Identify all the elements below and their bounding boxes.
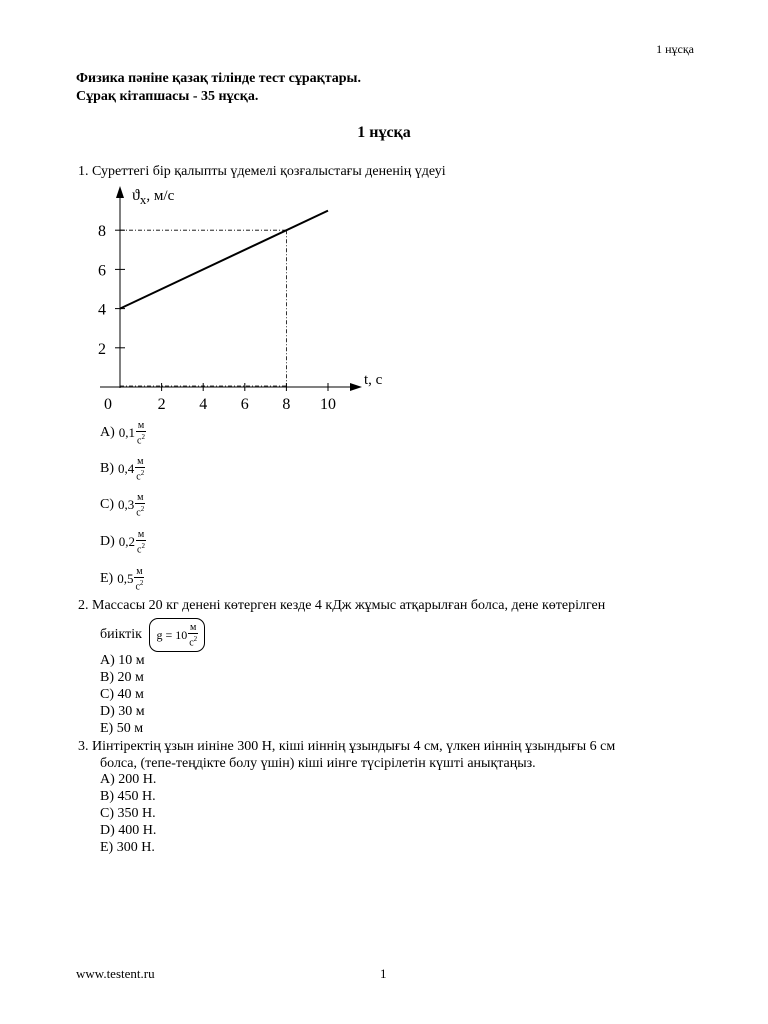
footer-url[interactable]: www.testent.ru [76, 966, 155, 981]
question-2-height-word: биіктік [100, 627, 142, 643]
q2-option-b[interactable]: B) 20 м [100, 670, 144, 685]
q3-option-c[interactable]: C) 350 Н. [100, 806, 156, 821]
title-line-1: Физика пәніне қазақ тілінде тест сұрақтары. [76, 71, 361, 86]
q1-option-label: D) [100, 534, 115, 550]
question-1-text: 1. Суреттегі бір қалыпты үдемелі қозғалыстағы дененің үдеуі [78, 164, 446, 179]
y-tick-label: 6 [98, 262, 106, 280]
header-variant: 1 нұсқа [656, 42, 694, 56]
y-axis-arrow [116, 186, 124, 198]
q1-option-d[interactable] [100, 529, 146, 555]
q1-option-value: 0,3 [118, 497, 135, 513]
x-tick-label: 4 [199, 396, 208, 413]
x-tick-label: 10 [320, 396, 336, 413]
velocity-series-line [120, 211, 328, 309]
velocity-time-graph [90, 180, 400, 415]
y-tick-label: 8 [98, 223, 106, 241]
y-tick-label: 2 [98, 340, 106, 358]
title-line-2: Сұрақ кітапшасы - 35 нұсқа. [76, 89, 259, 104]
gravity-unit-num: м [190, 621, 197, 633]
question-3-text [78, 738, 698, 772]
q1-option-label: E) [100, 571, 114, 587]
question-3-options [100, 771, 156, 856]
question-2-height-line [100, 618, 205, 652]
q1-option-value: 0,4 [118, 461, 135, 477]
q3-option-d[interactable]: D) 400 Н. [100, 823, 157, 838]
y-label-unit: , м/с [146, 188, 175, 204]
q2-option-d[interactable]: D) 30 м [100, 704, 145, 719]
q1-option-c[interactable] [100, 492, 145, 518]
q3-option-e[interactable]: E) 300 Н. [100, 840, 155, 855]
q1-option-value: 0,1 [118, 425, 136, 441]
q2-option-c[interactable]: C) 40 м [100, 687, 144, 702]
question-2-text: 2. Массасы 20 кг денені көтерген кезде 4 кДж жұмыс атқарылған болса, дене көтерілген [78, 598, 606, 613]
q3-option-b[interactable]: B) 450 Н. [100, 789, 156, 804]
footer-page-number: 1 [380, 966, 387, 981]
x-tick-label: 0 [104, 396, 112, 413]
question-3-line-1: 3. Иінтіректің ұзын иініне 300 Н, кіші иіннің ұзындығы 4 см, үлкен иіннің ұзындығы 6 см [78, 739, 616, 754]
q1-option-unit: $\frac{м}{с^2}$ [137, 420, 145, 447]
document-title [76, 70, 361, 106]
x-tick-label: 6 [240, 396, 249, 413]
q1-option-label: B) [100, 461, 114, 477]
q1-option-e[interactable] [100, 566, 144, 592]
gravity-expression [149, 618, 205, 652]
x-axis-label: t, с [364, 372, 383, 388]
question-2-options [100, 652, 145, 737]
q2-option-a[interactable]: A) 10 м [100, 653, 145, 668]
y-axis-label [132, 187, 175, 207]
y-label-sub: x [139, 192, 147, 207]
question-3-line-2: болса, (тепе-теңдікте болу үшін) кіші иінге түсірілетін күшті анықтаңыз. [100, 756, 536, 771]
q1-option-unit: $\frac{м}{с^2}$ [136, 492, 145, 519]
q1-option-value: 0,2 [118, 534, 136, 550]
q1-option-a[interactable] [100, 420, 146, 446]
x-axis-arrow [350, 383, 362, 391]
q1-option-value: 0,5 [117, 571, 134, 587]
x-tick-label: 8 [282, 396, 291, 413]
section-title: 1 нұсқа [357, 124, 411, 141]
gravity-value: g = 10 [156, 627, 188, 642]
q1-option-label: C) [100, 497, 114, 513]
q1-option-unit: $\frac{м}{с^2}$ [136, 456, 145, 483]
q1-option-unit: $\frac{м}{с^2}$ [135, 566, 144, 593]
q3-option-a[interactable]: A) 200 Н. [100, 772, 157, 787]
q1-option-label: A) [100, 425, 115, 441]
y-tick-label: 4 [98, 301, 106, 319]
gravity-unit-fraction [188, 622, 198, 648]
q1-option-unit: $\frac{м}{с^2}$ [137, 529, 145, 556]
gravity-unit-den: $с^2$ [189, 634, 198, 649]
x-tick-label: 2 [157, 396, 166, 413]
q1-option-b[interactable] [100, 456, 145, 482]
q2-option-e[interactable]: E) 50 м [100, 721, 144, 736]
y-label-symbol: ϑ [132, 187, 140, 204]
